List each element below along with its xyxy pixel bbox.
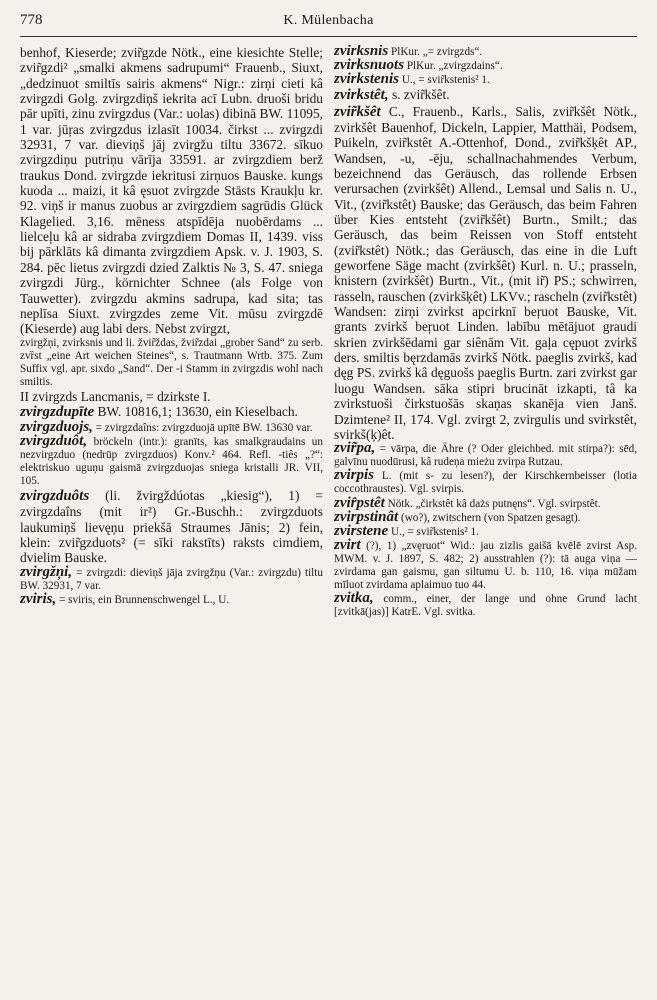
left-entry: [20, 337, 323, 389]
entry-text: BW. 10816,1; 13630, ein Kieselbach.: [94, 404, 298, 420]
headword: zvirstene: [334, 522, 389, 539]
left-entry: [20, 590, 323, 607]
entry-text: PlKur. „= zvirgzds“.: [388, 46, 483, 58]
headword: zvirkstenis: [334, 71, 400, 88]
entry-text: Nötk. „čirkstêt kâ dażs putnęns“. Vgl. svirpstêt.: [384, 497, 601, 510]
right-entry: [334, 536, 637, 592]
entry-text: = sviris, ein Brunnenschwengel L., U.: [56, 593, 230, 606]
headword: zvirpis: [334, 467, 375, 484]
headword: zvir̃pa,: [334, 440, 376, 457]
left-entry: [20, 488, 323, 566]
headword: zvirgzdupīte: [20, 404, 95, 421]
page-number: 778: [20, 12, 43, 28]
entry-text: bröckeln (intr.): granīts, kas smalkgraudains un nezvirgzduo (nedrūp zvirgzduos) Konv.² 464. Refl. -tiês „?“: elektriskuo uguņu gaismā zvirgzduojas sniega kristalli JR. VII, 105.: [20, 435, 323, 487]
entry-text: comm., einer, der lange und ohne Grund lacht [zvitkā(jas)] KatrE. Vgl. svitka.: [334, 593, 637, 619]
entry-text: L. (mit s- zu lesen?), der Kirschkernbeisser (lotia coccothraustes). Vgl. svirpis.: [334, 470, 637, 496]
entry-text: benhof, Kieserde; zvir̃gzde Nötk., eine kiesichte Stelle; zvir̃gzdi² „smalki akmens sadrupumi“ Frauenb., Siuxt, „dedzinuot smiltīs sairis akmens“ Nigr.: zirņi cieti kâ zvirgzdi Golg. zvirgzdiņš iekrita acī Lubn. druoši bridu pār upīti, zinu zvirgzdus (Var.: uolas) dibinā BW. 11095, 1 var. jūŗas zvirgzdus izlasīt 10034. čirkst ... zvirgzdi 32931, 7 var. dieviņš jāj zvirgžu tiltu 33672. sīkuo zvirgzdiņu putriņu vārīja 33591. ar zvirgzdiem berž traukus Dond. zvirgzde iekritusi zirņuos Bauske. kungs kuoda ... maizi, it kâ ęsuot zvirgzde Stästs Kraukļu kr. 92. viņš ir manus zuobus ar zvirgzdiem sagrūdis Glück Klagelied. 3,16. mēness atspīdēja nuobērdams ... lielceļu kâ ar sidraba zvirgzdiem Domas II, 1439. viss bij pārklāts kâ dimanta zvirgzdiem Apsk. v. J. 1903, S. 284. pēc lietus zvirgzdi dzied Zalktis № 3, S. 47. sniega zvirgzdi Jürg., körnichter Schnee (als Folge von Tauwetter). zvirgzdu akmins sadrupa, kad sita; tas neplīsa Siuxt. zvirgzdes zeme Vit. mūsu zvirgzdē (Kieserde) aug labi ders. Nebst zvirgzt,: [20, 45, 323, 337]
headword: zvirpstinât: [334, 508, 399, 525]
entry-text: C., Frauenb., Karls., Salis, zvir̃kšêt Nötk., zvirkšêt Bauenhof, Dickeln, Lappier, Matthäi, Podsem, Puikeln, zvir̃kstêt A.-Ottenhof, Dond., zvir̃kšķêt AP., Wandsen, -u, -ēju, schallnachahmendes Verbum, bezeichnend das Geräusch, das rollende Erbsen verursachen (zvirkšêt) Allend., Lemsal und Salis n. U., Vit., (zvir̃kstêt) Bauske; das Geräusch, das beim Fahren über Kies entsteht (zvir̃kšêt) Burtn., Smilt.; das Geräusch, das beim Reissen von Stoff entsteht (zvir̃kstêt) Nötk.; das Geräusch, das eine in die Luft geworfene Säge macht (zvirkšêt) Kurl. n. U.; prasseln, knistern (zvirkšêt) Burtn., Vit., (mit ir̃) PS.; schwirren, rasseln, rauschen (zvirkšķêt) LKVv.; rascheln (zvir̃kstêt) Wandsen: zirņi zvirkst apcirknī beŗuot Bauske, Vit. grants zvirkš beŗuot Linden. labību mētājuot graudi skrien zvirkšēdami gar siênām Vit. gaļa cępuot zvirkš ders. smiltis bęrzdamās zvirkš Nötk. paeglis zvirkš, kad dęg PS. zvirkš kâ dęguošs paeglis Burtn. zari zvirkst gar luogu Wandsen. sāka stipri brucināt izkapti, tâ ka zvirkstuoši čirkstuošās skaņas skanēja vien Janš. Dzimtene² II, 174. Vgl. zvirgt 2, zvirgulis und svirkstêt, svirkš(ķ)êt.: [334, 103, 637, 442]
entry-text: s. zvir̃kšêt.: [388, 87, 450, 103]
entry-text: U., = svir̃kstenis² 1.: [388, 525, 479, 538]
right-entry: [334, 104, 637, 443]
headword: zvirkstêt,: [334, 87, 389, 104]
entry-text: U., = svir̃kstenis² 1.: [399, 74, 490, 87]
headword: zviris,: [20, 590, 57, 607]
running-title: K. Mülenbacha: [283, 13, 374, 28]
entry-text: (li. žvirgždúotas „kiesig“), 1) = zvirgzdaîns (mit ir²) Gr.-Buschh.: zvirgzduots laukumiņš lievęņu priekšā Straumes Jānis; 2) fein, klein: zvir̃gzduots² (= sīki rakstīts) raksts cimdiem, dvielim Bauske.: [20, 488, 323, 566]
entry-text: = zvirgzdi: dieviņš jāja zvirgžņu (Var.: zvirgzdu) tiltu BW. 32931, 7 var.: [20, 566, 323, 592]
headword: zvirgzduôts: [20, 488, 90, 505]
right-entry: [334, 522, 637, 539]
left-column: [20, 45, 323, 995]
entry-text: = zvirgzdaîns: zvirgzduojā upītē BW. 13630 var.: [92, 421, 313, 434]
right-entry: [334, 442, 637, 469]
left-entry: [20, 45, 323, 337]
left-entry: [20, 389, 323, 404]
entry-text: zvirgžņi, zvirksnis und li. žvir̃ždas, žvir̃zdai „grober Sand“ zu serb. zvȑst „eine Art weichen Steines“, s. Trautmann Wrtb. 375. Zum Suffix vgl. apr. sixdo „Sand“. Der -i Stamm in zvirgzdis wohl nach smiltis.: [20, 336, 323, 388]
entry-text: PlKur. „zvirgzdains“.: [404, 60, 503, 73]
entry-text: II zvirgzds Lancmanis, = dzirkste I.: [20, 388, 211, 404]
right-entry: [334, 73, 637, 87]
headword: zvir̃kšêt: [334, 103, 381, 120]
left-entry: [20, 563, 323, 593]
entry-text: (?), 1) „zvęruot“ Wid.: jau zizlis gaišā kvēlē zvirst Asp. MWM. v. J. 1897, S. 482; 2) ausstrahlen (?): tā auga viņa — zvirdama gan gaismu, gan siltumu U. b. 110, 16. viņa mūžam mīluot zvirdama aplaimuo tuo 44.: [334, 539, 637, 592]
headword: zvirgzduôt,: [20, 432, 88, 449]
entry-text: (wo?), zwitschern (von Spatzen gesagt).: [398, 511, 581, 524]
right-entry: [334, 87, 637, 103]
right-entry: [334, 469, 637, 496]
right-entry: [334, 592, 637, 619]
left-entry: [20, 432, 323, 488]
page-header: [20, 12, 637, 37]
headword: zvir̂pstêt: [334, 494, 385, 511]
text-columns: [20, 45, 637, 995]
headword: zvirgzduojs,: [20, 418, 93, 435]
headword: zvirt: [334, 536, 361, 553]
right-column: [334, 45, 637, 995]
entry-text: = vārpa, die Ähre (? Oder gleichbed. mit stirpa?): sēd, galvīnu nuodūrusi, kâ rudeņa mieżu zvirpa Rutzau.: [334, 443, 637, 469]
headword: zvirgžņi,: [20, 563, 73, 580]
headword: zvirksnuots: [334, 57, 405, 74]
headword: zvitka,: [334, 590, 374, 607]
headword: zvirksnis: [334, 45, 389, 59]
